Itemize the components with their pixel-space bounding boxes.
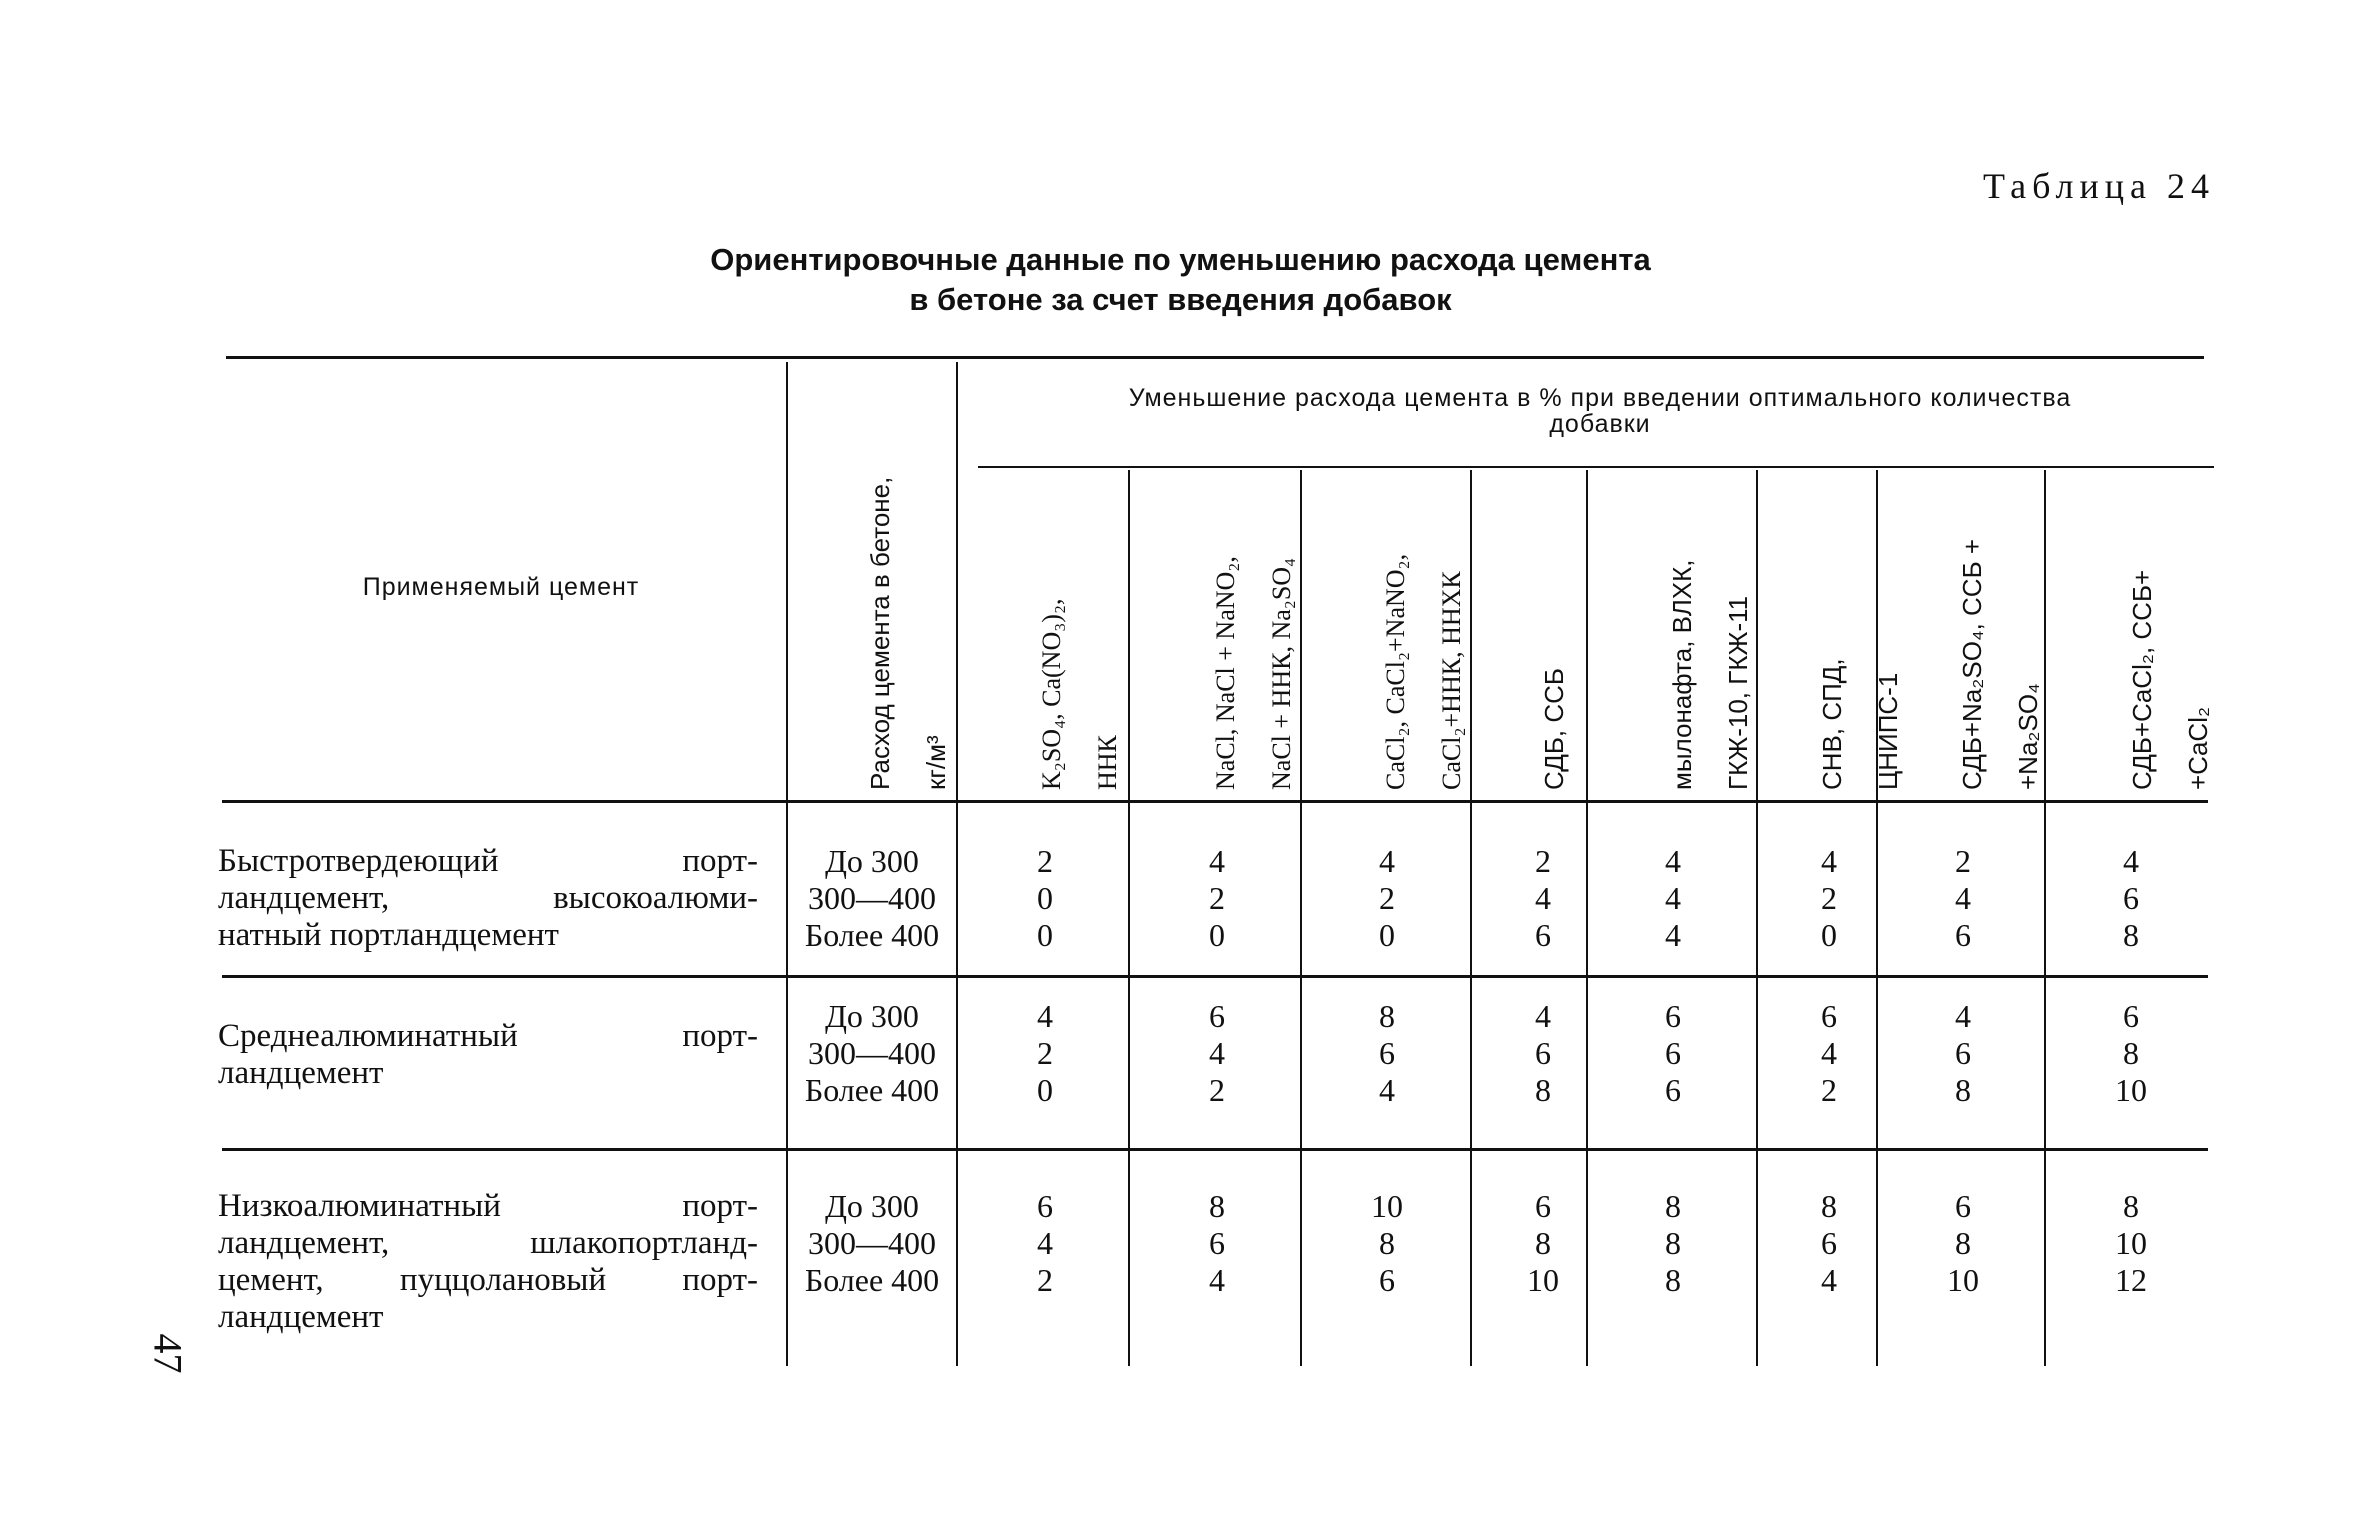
row-1-col-7-v3: 6	[1955, 917, 1971, 953]
additive-header-1	[1010, 500, 1122, 790]
cement-column-header: Применяемый цемент	[362, 573, 640, 601]
row-3-consumption-2: 300—400	[808, 1225, 936, 1261]
row-2-col-8	[2086, 998, 2176, 1109]
row-2-col-5-v2: 6	[1665, 1035, 1681, 1071]
row-3-cement-line-4: ландцемент	[218, 1299, 384, 1335]
row-1-col-3	[1342, 843, 1432, 954]
row-3-consumption-1: До 300	[825, 1188, 919, 1224]
row-2-col-3-v3: 4	[1379, 1072, 1395, 1108]
reduction-header	[980, 385, 2220, 437]
additive-header-6-line-1: СНВ, СПД,	[1817, 658, 1847, 790]
table-title	[0, 240, 2361, 320]
row-3-col-2	[1172, 1188, 1262, 1299]
row-3-col-7-v2: 8	[1955, 1225, 1971, 1261]
table-row-3-cement	[218, 1188, 758, 1336]
row-1-col-1	[1000, 843, 1090, 954]
row-1-col-1-v2: 0	[1037, 880, 1053, 916]
title-line-1: Ориентировочные данные по уменьшению расхода цемента	[710, 242, 1651, 277]
additive-header-3-line-1: CaCl₂, CaCl₂+NaNO₂,	[1381, 553, 1410, 790]
row-2-consumption-1: До 300	[825, 998, 919, 1034]
row-1-col-8-v3: 8	[2123, 917, 2139, 953]
row-2-col-1-v3: 0	[1037, 1072, 1053, 1108]
additive-header-4-line-1: СДБ, ССБ	[1539, 668, 1569, 790]
additive-header-8-line-1: СДБ+CaCl₂, ССБ+	[2127, 569, 2157, 790]
row-3-col-1	[1000, 1188, 1090, 1299]
row-2-col-2-v2: 4	[1209, 1035, 1225, 1071]
row-2-col-2-v3: 2	[1209, 1072, 1225, 1108]
row-2-col-6	[1784, 998, 1874, 1109]
row-2-col-4-v1: 4	[1535, 998, 1551, 1034]
table-row-1-cement	[218, 843, 758, 954]
reduction-header-line-1: Уменьшение расхода цемента в % при введении оптимального количества	[1128, 384, 2072, 412]
row-1-col-5-v3: 4	[1665, 917, 1681, 953]
row-1-consumption	[788, 843, 956, 954]
row-1-rule	[222, 975, 2208, 978]
row-2-col-6-v1: 6	[1821, 998, 1837, 1034]
row-2-col-8-v3: 10	[2115, 1072, 2147, 1108]
row-3-cement-line-3: цемент, пуццолановый порт-	[218, 1262, 758, 1298]
row-2-col-2	[1172, 998, 1262, 1109]
additive-header-6-line-2: ЦНИПС-1	[1873, 672, 1903, 790]
reduction-header-line-2: добавки	[1549, 410, 1651, 438]
row-3-col-1-v3: 2	[1037, 1262, 1053, 1298]
row-2-col-1-v2: 2	[1037, 1035, 1053, 1071]
row-1-col-8-v2: 6	[2123, 880, 2139, 916]
row-1-col-1-v3: 0	[1037, 917, 1053, 953]
row-2-col-1-v1: 4	[1037, 998, 1053, 1034]
row-2-col-5	[1628, 998, 1718, 1109]
row-3-col-3-v2: 8	[1379, 1225, 1395, 1261]
row-1-col-4	[1498, 843, 1588, 954]
row-3-col-8-v1: 8	[2123, 1188, 2139, 1224]
additive-header-6	[1790, 500, 1903, 790]
row-1-consumption-2: 300—400	[808, 880, 936, 916]
row-3-col-2-v3: 4	[1209, 1262, 1225, 1298]
row-2-col-7-v1: 4	[1955, 998, 1971, 1034]
top-rule	[226, 356, 2204, 359]
row-1-col-7-v2: 4	[1955, 880, 1971, 916]
additive-header-7	[1930, 500, 2043, 790]
row-1-col-3-v1: 4	[1379, 843, 1395, 879]
row-1-col-6-v1: 4	[1821, 843, 1837, 879]
row-3-col-5	[1628, 1188, 1718, 1299]
header-bottom-rule	[222, 800, 2208, 803]
row-1-consumption-1: До 300	[825, 843, 919, 879]
row-1-col-3-v3: 0	[1379, 917, 1395, 953]
additive-header-8-line-2: +CaCl₂	[2183, 706, 2213, 790]
row-1-col-5	[1628, 843, 1718, 954]
title-line-2: в бетоне за счет введения добавок	[909, 282, 1452, 317]
row-2-col-3-v2: 6	[1379, 1035, 1395, 1071]
additive-header-1-line-2: ННК	[1093, 735, 1122, 790]
row-1-col-2-v1: 4	[1209, 843, 1225, 879]
row-2-col-8-v1: 6	[2123, 998, 2139, 1034]
row-2-col-5-v3: 6	[1665, 1072, 1681, 1108]
row-1-col-3-v2: 2	[1379, 880, 1395, 916]
additive-header-8	[2100, 500, 2213, 790]
row-3-col-7-v3: 10	[1947, 1262, 1979, 1298]
additive-header-2-line-1: NaCl, NaCl + NaNO₂,	[1211, 556, 1240, 790]
row-1-col-6	[1784, 843, 1874, 954]
row-1-cement-line-1: Быстротвердеющий порт-	[218, 843, 758, 879]
row-2-col-1	[1000, 998, 1090, 1109]
row-2-rule	[222, 1148, 2208, 1151]
row-3-col-6-v1: 8	[1821, 1188, 1837, 1224]
row-2-consumption	[788, 998, 956, 1109]
row-2-cement-line-1: Среднеалюминатный порт-	[218, 1018, 758, 1054]
row-3-col-6	[1784, 1188, 1874, 1299]
row-1-col-2-v2: 2	[1209, 880, 1225, 916]
row-1-cement-line-2: ландцемент, высокоалюми-	[218, 880, 758, 916]
additive-header-5-line-2: ГКЖ-10, ГКЖ-11	[1723, 595, 1753, 790]
row-3-col-5-v2: 8	[1665, 1225, 1681, 1261]
row-2-col-2-v1: 6	[1209, 998, 1225, 1034]
row-2-cement-line-2: ландцемент	[218, 1055, 384, 1091]
additive-header-2-line-2: NaCl + ННК, Na₂SO₄	[1267, 557, 1296, 790]
row-2-col-4	[1498, 998, 1588, 1109]
row-3-cement-line-1: Низкоалюминатный порт-	[218, 1188, 758, 1224]
row-2-col-4-v3: 8	[1535, 1072, 1551, 1108]
row-3-col-8-v3: 12	[2115, 1262, 2147, 1298]
consumption-header-line-1: Расход цемента в бетоне,	[865, 476, 895, 790]
row-2-col-6-v3: 2	[1821, 1072, 1837, 1108]
row-1-cement-line-3: натный портландцемент	[218, 917, 559, 953]
row-1-col-5-v2: 4	[1665, 880, 1681, 916]
additive-header-5-line-1: мылонафта, ВЛХК,	[1667, 559, 1697, 790]
row-2-col-7-v2: 6	[1955, 1035, 1971, 1071]
row-3-col-8	[2086, 1188, 2176, 1299]
row-3-col-3-v1: 10	[1371, 1188, 1403, 1224]
row-3-col-5-v1: 8	[1665, 1188, 1681, 1224]
row-3-col-6-v3: 4	[1821, 1262, 1837, 1298]
row-3-col-4-v1: 6	[1535, 1188, 1551, 1224]
consumption-header-line-2: кг/м³	[921, 735, 951, 790]
table-label: Таблица 24	[1983, 166, 2215, 206]
row-3-col-4-v2: 8	[1535, 1225, 1551, 1261]
row-1-consumption-3: Более 400	[804, 917, 940, 953]
row-2-col-6-v2: 4	[1821, 1035, 1837, 1071]
additive-header-5	[1640, 500, 1753, 790]
row-3-col-8-v2: 10	[2115, 1225, 2147, 1261]
row-2-col-5-v1: 6	[1665, 998, 1681, 1034]
row-3-col-1-v2: 4	[1037, 1225, 1053, 1261]
row-1-col-8-v1: 4	[2123, 843, 2139, 879]
row-3-cement-line-2: ландцемент, шлакопортланд-	[218, 1225, 758, 1261]
row-3-consumption	[788, 1188, 956, 1299]
row-2-col-4-v2: 6	[1535, 1035, 1551, 1071]
page-number: 47	[145, 1333, 191, 1374]
row-3-col-7-v1: 6	[1955, 1188, 1971, 1224]
row-3-col-2-v1: 8	[1209, 1188, 1225, 1224]
row-3-col-4	[1498, 1188, 1588, 1299]
row-1-col-6-v3: 0	[1821, 917, 1837, 953]
row-1-col-1-v1: 2	[1037, 843, 1053, 879]
consumption-column-header	[838, 420, 951, 790]
subheader-rule	[978, 466, 2214, 468]
additive-header-4	[1512, 500, 1569, 790]
row-1-col-4-v2: 4	[1535, 880, 1551, 916]
row-3-col-3-v3: 6	[1379, 1262, 1395, 1298]
row-1-col-5-v1: 4	[1665, 843, 1681, 879]
row-3-col-1-v1: 6	[1037, 1188, 1053, 1224]
additive-header-3-line-2: CaCl₂+ННК, ННХК	[1437, 571, 1466, 790]
row-3-consumption-3: Более 400	[804, 1262, 940, 1298]
row-2-col-7	[1918, 998, 2008, 1109]
row-2-col-3	[1342, 998, 1432, 1109]
row-3-col-2-v2: 6	[1209, 1225, 1225, 1261]
row-3-col-3	[1342, 1188, 1432, 1299]
row-1-col-2	[1172, 843, 1262, 954]
row-2-consumption-3: Более 400	[804, 1072, 940, 1108]
row-1-col-8	[2086, 843, 2176, 954]
row-2-col-8-v2: 8	[2123, 1035, 2139, 1071]
additive-header-3	[1354, 500, 1466, 790]
row-3-col-4-v3: 10	[1527, 1262, 1559, 1298]
row-1-col-4-v3: 6	[1535, 917, 1551, 953]
row-3-col-7	[1918, 1188, 2008, 1299]
row-3-col-6-v2: 6	[1821, 1225, 1837, 1261]
additive-header-7-line-1: СДБ+Na₂SO₄, ССБ +	[1957, 538, 1987, 790]
additive-header-1-line-1: K₂SO₄, Ca(NO₃)₂,	[1037, 598, 1066, 790]
row-1-col-4-v1: 2	[1535, 843, 1551, 879]
row-2-col-3-v1: 8	[1379, 998, 1395, 1034]
row-2-consumption-2: 300—400	[808, 1035, 936, 1071]
row-1-col-7-v1: 2	[1955, 843, 1971, 879]
row-1-col-6-v2: 2	[1821, 880, 1837, 916]
row-3-col-5-v3: 8	[1665, 1262, 1681, 1298]
row-2-col-7-v3: 8	[1955, 1072, 1971, 1108]
row-1-col-2-v3: 0	[1209, 917, 1225, 953]
additive-header-2	[1184, 500, 1296, 790]
row-1-col-7	[1918, 843, 2008, 954]
additive-header-7-line-2: +Na₂SO₄	[2013, 683, 2043, 790]
table-row-2-cement	[218, 1018, 758, 1092]
